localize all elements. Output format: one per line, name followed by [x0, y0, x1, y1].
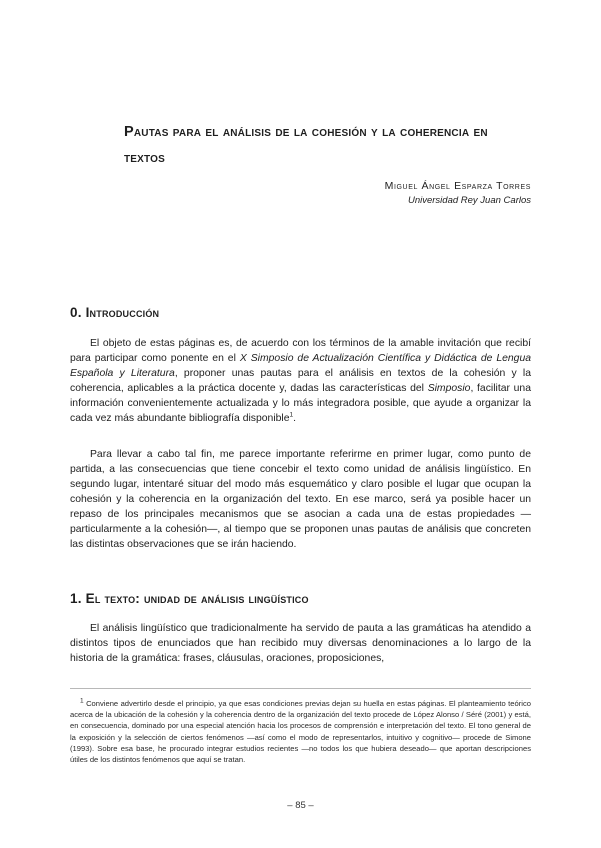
footnote-reference[interactable]: 1 [289, 411, 294, 419]
paragraph-section1-1: El análisis lingüístico que tradicionalmente ha servido de pauta a las gramáticas ha atendido a distintos tipos de enunciados que han recibido muy diversas denominaciones a lo largo de la historia de la gramática: frases, cláusulas, oraciones, proposiciones, [70, 623, 531, 664]
article-title: Pautas para el análisis de la cohesión y la coherencia en textos [124, 124, 488, 166]
paragraph-intro-1 [70, 336, 531, 426]
byline [385, 179, 531, 208]
footnote-marker: 1 [80, 697, 84, 705]
author-name: Miguel Ángel Esparza Torres [384, 180, 531, 192]
footnote-1 [70, 698, 531, 765]
section-heading-text-unit: 1. El texto: unidad de análisis lingüístico [70, 591, 309, 606]
page-number: – 85 – [287, 800, 314, 811]
footnote-divider [70, 688, 531, 689]
author-affiliation: Universidad Rey Juan Carlos [407, 195, 531, 206]
paragraph-text: El objeto de estas páginas es, de acuerdo con los términos de la amable invitación que recibí para participar como ponente en el [70, 338, 531, 364]
paragraph-text: . [293, 413, 297, 424]
paragraph-text: , proponer unas pautas para el análisis en textos de la cohesión y la coherencia, aplicables a la práctica docente y, dadas las características del [70, 368, 531, 394]
section-heading-introduction: 0. Introducción [70, 305, 160, 320]
paragraph-text: , facilitar una información convenientemente actualizada y lo más integradora posible, que ayude a organizar la cada vez más abundante bibliografía disponible [70, 383, 531, 424]
italic-term: Simposio [427, 383, 471, 394]
italic-title: X Simposio de Actualización Científica y Didáctica de Lengua Española y Literatura [70, 353, 531, 379]
paragraph-intro-2: Para llevar a cabo tal fin, me parece importante referirme en primer lugar, como punto de partida, a las consecuencias que tiene concebir el texto como unidad de análisis lingüístico. En segundo lugar, intentaré situar del modo más esquemático y claro posible el lugar que ocupan la cohesión y la coherencia en la organización del texto. En ese marco, será ya posible hacer un repaso de los principales mecanismos que se asocian a cada una de estas propiedades —particularmente a la cohesión—, al tiempo que se proponen unas pautas de análisis que concreten las distintas observaciones que se irán haciendo. [70, 449, 531, 550]
footnote-text: Conviene advertirlo desde el principio, ya que esas condiciones previas dejan su huella en estas páginas. El planteamiento teórico acerca de la ubicación de la cohesión y la coherencia dentro de la organización del texto procede de López Alonso / Séré (2001) y está, en consecuencia, dominado por una especial atención hacia los procesos de comprensión e interpretación del texto. El tono general de la exposición y la selección de ciertos fenómenos —así como el modo de representarlos, intuitivo y cognitivo— procede de Simone (1993). Sobre esa base, he procurado integrar estudios recientes —no todos los que hubiera deseado— que aportan descripciones útiles de los distintos fenómenos que aquí se tratan. [70, 699, 531, 765]
